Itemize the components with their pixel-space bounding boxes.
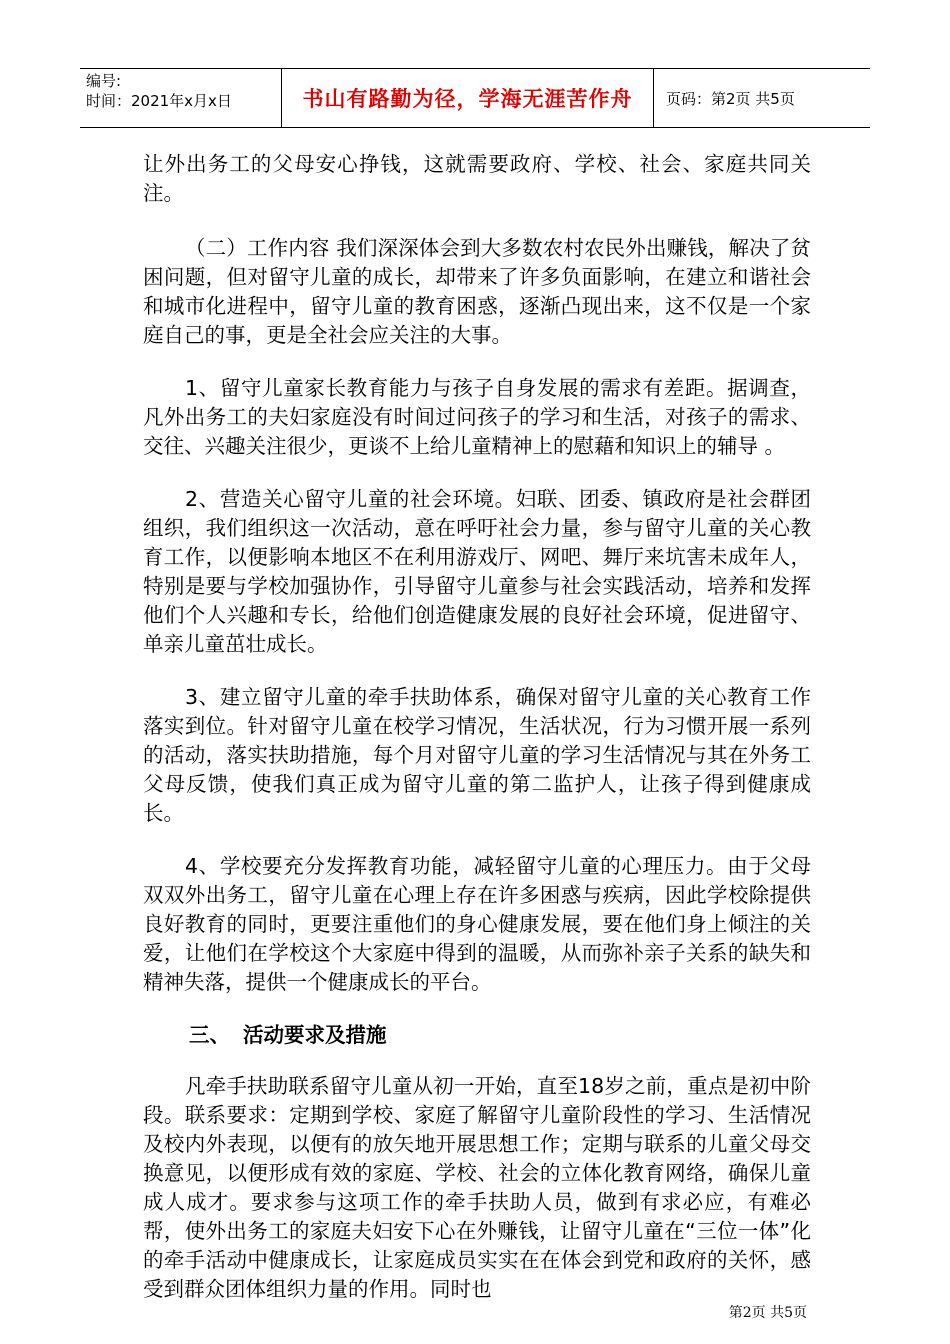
paragraph: 1、留守儿童家长教育能力与孩子自身发展的需求有差距。据调查，凡外出务工的夫妇家庭没有时间过问孩子的学习和生活，对孩子的需求、交往、兴趣关注很少，更谈不上给儿童精神上的慰藉和知识上的辅导 。 bbox=[143, 376, 811, 458]
header-number-label: 编号: bbox=[86, 72, 122, 90]
header-time-label: 时间：2021年x月x日 bbox=[86, 92, 232, 110]
paragraph: （二）工作内容 我们深深体会到大多数农村农民外出赚钱，解决了贫困问题，但对留守儿童的成长，却带来了许多负面影响，在建立和谐社会和城市化进程中，留守儿童的教育困惑，逐渐凸现出来，这不仅是一个家庭自己的事，更是全社会应关注的大事。 bbox=[143, 236, 811, 347]
footer-page-label: 第2页 共5页 bbox=[728, 1305, 807, 1321]
paragraph: 凡牵手扶助联系留守儿童从初一开始，直至18岁之前，重点是初中阶段。联系要求：定期到学校、家庭了解留守儿童阶段性的学习、生活情况及校内外表现，以便有的放矢地开展思想工作；定期与联系的儿童父母交换意见，以便形成有效的家庭、学校、社会的立体化教育网络，确保儿童成人成才。要求参与这项工作的牵手扶助人员，做到有求必应，有难必帮，使外出务工的家庭夫妇安下心在外赚钱，让留守儿童在“三位一体”化的牵手活动中健康成长，让家庭成员实实在在体会到党和政府的关怀，感受到群众团体组织力量的作用。同时也 bbox=[143, 1074, 811, 1301]
page-header bbox=[80, 68, 870, 128]
paragraph: 3、建立留守儿童的牵手扶助体系，确保对留守儿童的关心教育工作落实到位。针对留守儿童在校学习情况，生活状况，行为习惯开展一系列的活动，落实扶助措施，每个月对留守儿童的学习生活情况与其在外务工父母反馈，使我们真正成为留守儿童的第二监护人，让孩子得到健康成长。 bbox=[143, 685, 811, 825]
paragraph: 让外出务工的父母安心挣钱，这就需要政府、学校、社会、家庭共同关注。 bbox=[143, 152, 811, 205]
header-motto: 书山有路勤为径，学海无涯苦作舟 bbox=[282, 69, 654, 127]
header-meta bbox=[80, 69, 282, 127]
header-page-label: 页码：第2页 共5页 bbox=[666, 89, 795, 108]
section-heading bbox=[143, 1021, 811, 1050]
paragraph: 4、学校要充分发挥教育功能，减轻留守儿童的心理压力。由于父母双双外出务工，留守儿童在心理上存在许多困惑与疾病，因此学校除提供良好教育的同时，更要注重他们的身心健康发展，要在他们身上倾注的关爱，让他们在学校这个大家庭中得到的温暖，从而弥补亲子关系的缺失和精神失落，提供一个健康成长的平台。 bbox=[143, 854, 811, 994]
section-heading-number: 三、 bbox=[189, 1023, 230, 1047]
document-body bbox=[143, 150, 811, 1328]
section-heading-text: 活动要求及措施 bbox=[243, 1023, 387, 1047]
paragraph: 2、营造关心留守儿童的社会环境。妇联、团委、镇政府是社会群团组织，我们组织这一次活动，意在呼吁社会力量，参与留守儿童的关心教育工作，以便影响本地区不在利用游戏厅、网吧、舞厅来坑害未成年人，特别是要与学校加强协作，引导留守儿童参与社会实践活动，培养和发挥他们个人兴趣和专长，给他们创造健康发展的良好社会环境，促进留守、单亲儿童茁壮成长。 bbox=[143, 487, 811, 656]
